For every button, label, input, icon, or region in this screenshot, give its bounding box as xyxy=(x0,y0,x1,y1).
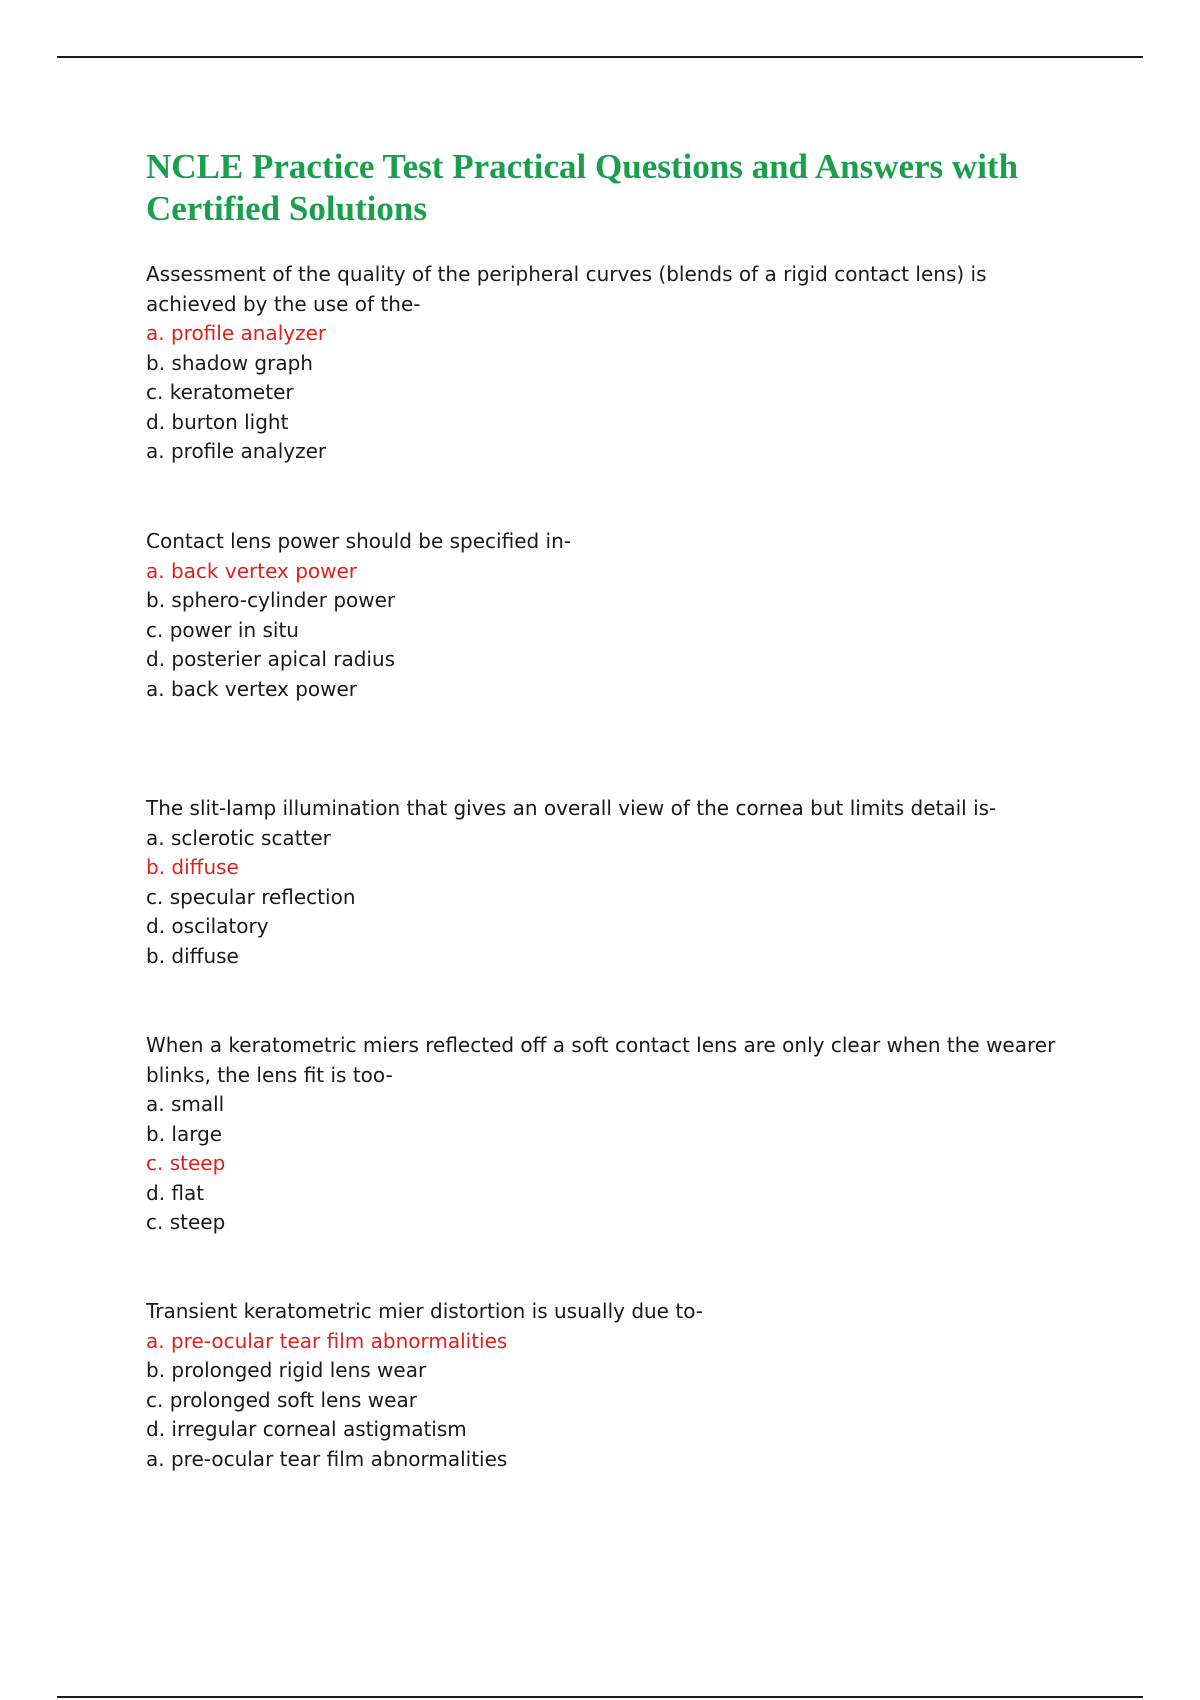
question-block xyxy=(146,794,1076,971)
question-block xyxy=(146,527,1076,704)
answer-line: b. diffuse xyxy=(146,943,239,968)
option-b: b. prolonged rigid lens wear xyxy=(146,1358,427,1382)
option-d: d. flat xyxy=(146,1180,205,1205)
question-stem: Contact lens power should be specified in- xyxy=(146,529,572,553)
answer-line: a. back vertex power xyxy=(146,676,358,701)
question-block xyxy=(146,1031,1076,1238)
question-block xyxy=(146,1297,1076,1474)
option-b: b. shadow graph xyxy=(146,350,313,375)
option-d: d. posterier apical radius xyxy=(146,647,396,671)
answer-line: a. pre-ocular tear film abnormalities xyxy=(146,1446,508,1471)
option-a: a. sclerotic scatter xyxy=(146,825,331,850)
question-block xyxy=(146,260,1076,467)
question-stem: When a keratometric miers reflected off a soft contact lens are only clear when the wearer blinks, the lens fit is too- xyxy=(146,1033,1056,1087)
option-c: c. prolonged soft lens wear xyxy=(146,1387,417,1412)
option-a-correct: a. profile analyzer xyxy=(146,321,327,345)
question-stem: Transient keratometric mier distortion is usually due to- xyxy=(146,1299,704,1323)
top-rule xyxy=(57,56,1143,58)
option-c: c. specular reflection xyxy=(146,884,356,909)
option-a-correct: a. back vertex power xyxy=(146,558,358,583)
option-a-correct: a. pre-ocular tear film abnormalities xyxy=(146,1328,508,1353)
option-b: b. sphero-cylinder power xyxy=(146,588,396,612)
option-d: d. oscilatory xyxy=(146,914,269,938)
question-stem: The slit-lamp illumination that gives an overall view of the cornea but limits detail is- xyxy=(146,796,997,820)
option-b: b. large xyxy=(146,1121,223,1146)
option-d: d. irregular corneal astigmatism xyxy=(146,1417,467,1441)
document-title: NCLE Practice Test Practical Questions and Answers with Certified Solutions xyxy=(146,147,1019,228)
question-stem: Assessment of the quality of the peripheral curves (blends of a rigid contact lens) is achieved by the use of the- xyxy=(146,262,987,316)
answer-line: a. profile analyzer xyxy=(146,439,327,463)
option-a: a. small xyxy=(146,1092,225,1116)
option-c-correct: c. steep xyxy=(146,1151,226,1175)
option-b-correct: b. diffuse xyxy=(146,855,239,879)
answer-line: c. steep xyxy=(146,1210,226,1234)
option-c: c. keratometer xyxy=(146,380,294,404)
option-c: c. power in situ xyxy=(146,617,299,642)
bottom-rule xyxy=(57,1696,1143,1698)
option-d: d. burton light xyxy=(146,409,289,434)
